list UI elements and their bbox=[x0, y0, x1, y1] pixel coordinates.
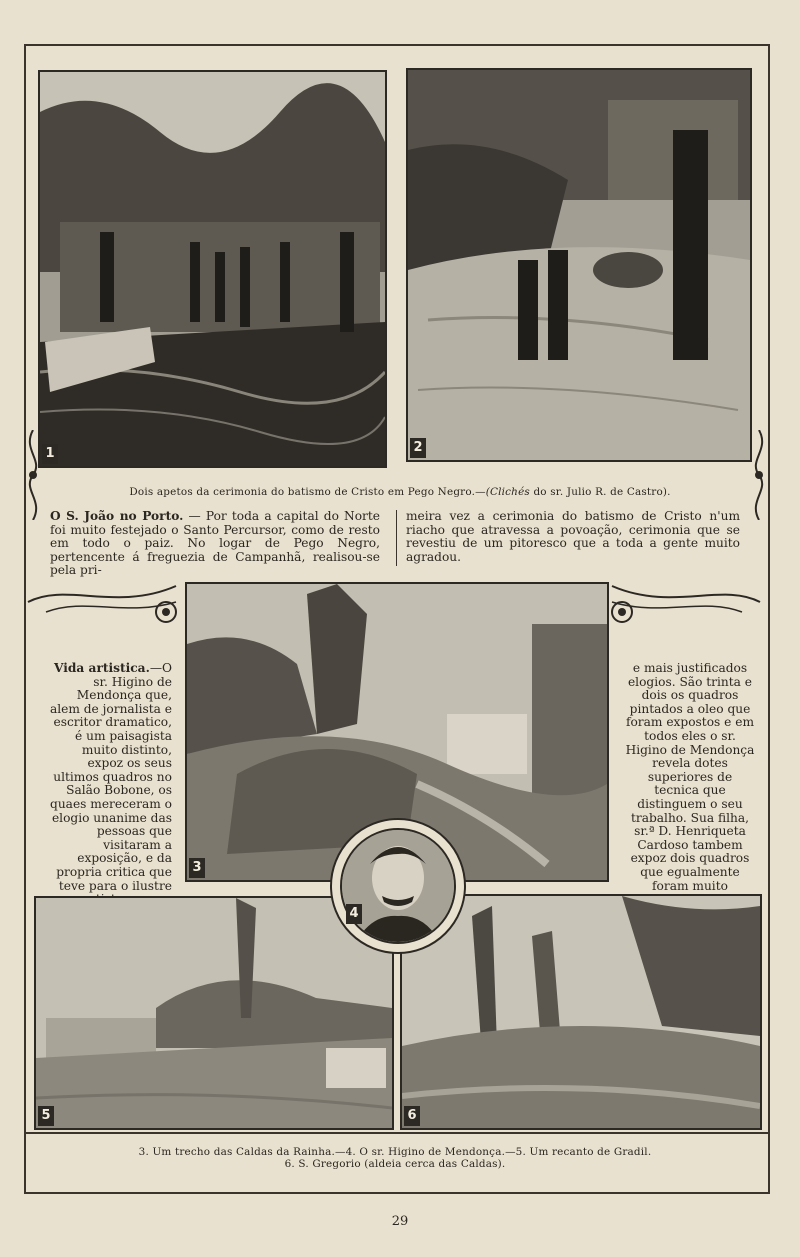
caption-bottom-line2: 6. S. Gregorio (aldeia cerca das Caldas). bbox=[284, 1158, 506, 1170]
article1-heading: O S. João no Porto. bbox=[50, 509, 184, 523]
caption-top-credit-italic: (Clichés bbox=[485, 486, 530, 498]
caption-top-text: Dois apetos da cerimonia do batismo de Cristo em Pego Negro.— bbox=[129, 486, 486, 498]
photo-number: 2 bbox=[410, 438, 426, 458]
article1-col2 bbox=[406, 510, 740, 564]
ornament-right bbox=[748, 430, 770, 520]
photo-number: 3 bbox=[189, 858, 205, 878]
article2-right bbox=[624, 662, 756, 907]
article2-right-body: e mais justificados elogios. São trinta e dois os quadros pintados a oleo que foram expostos e em todos eles o sr. Higino de Mendonça revela dotes superiores de tecnica que distinguem o seu trabalho. Sua filha, sr.ª D. Henriqueta Cardoso tambem expoz dois quadros que egualmente foram muito bbox=[625, 661, 755, 893]
photo-number: 4 bbox=[346, 904, 362, 924]
article1-col2-body: meira vez a cerimonia do batismo de Cristo n'um riacho que atravessa a povoação, cerimonia que se revestiu de um pitoresco que a toda a gente muito agradou. bbox=[406, 509, 740, 564]
column-divider bbox=[396, 510, 397, 566]
article1-col1 bbox=[50, 510, 380, 578]
article2-left bbox=[44, 662, 172, 920]
article2-heading: Vida artistica. bbox=[54, 661, 150, 675]
photo-4-portrait-medallion bbox=[330, 818, 466, 954]
photo-6-s-gregorio bbox=[400, 894, 762, 1130]
photo-5-gradil bbox=[34, 896, 394, 1130]
scroll-ornament-left bbox=[26, 572, 178, 632]
caption-top bbox=[60, 486, 740, 498]
photo-number: 1 bbox=[42, 444, 58, 464]
caption-divider bbox=[26, 1132, 768, 1134]
ornament-left bbox=[22, 430, 44, 520]
article1-col1-body: — Por toda a capital do Norte foi muito festejado o Santo Percursor, como de resto em todo o paiz. No logar de Pego Negro, pertencente á freguezia de Campanhã, realisou-se pela pri- bbox=[50, 509, 380, 577]
photo-number: 6 bbox=[404, 1106, 420, 1126]
scroll-ornament-right bbox=[610, 572, 762, 632]
photo-1-ceremony-river bbox=[38, 70, 387, 468]
photo-2-ceremony-stream bbox=[406, 68, 752, 462]
page-number: 29 bbox=[391, 1214, 409, 1229]
caption-bottom-line1: 3. Um trecho das Caldas da Rainha.—4. O sr. Higino de Mendonça.—5. Um recanto de Gradil. bbox=[138, 1146, 652, 1158]
photo-number: 5 bbox=[38, 1106, 54, 1126]
portrait-image bbox=[340, 828, 456, 944]
caption-top-credit-rest: do sr. Julio R. de Castro). bbox=[529, 486, 671, 498]
article2-left-body: —O sr. Higino de Mendonça que, alem de jornalista e escritor dramatico, é um paisagista muito distinto, expoz os seus ultimos quadros no Salão Bobone, os quaes mereceram o elogio unanime das pessoas que visitaram a exposição, e da propria critica que teve para o ilustre bbox=[49, 661, 172, 893]
